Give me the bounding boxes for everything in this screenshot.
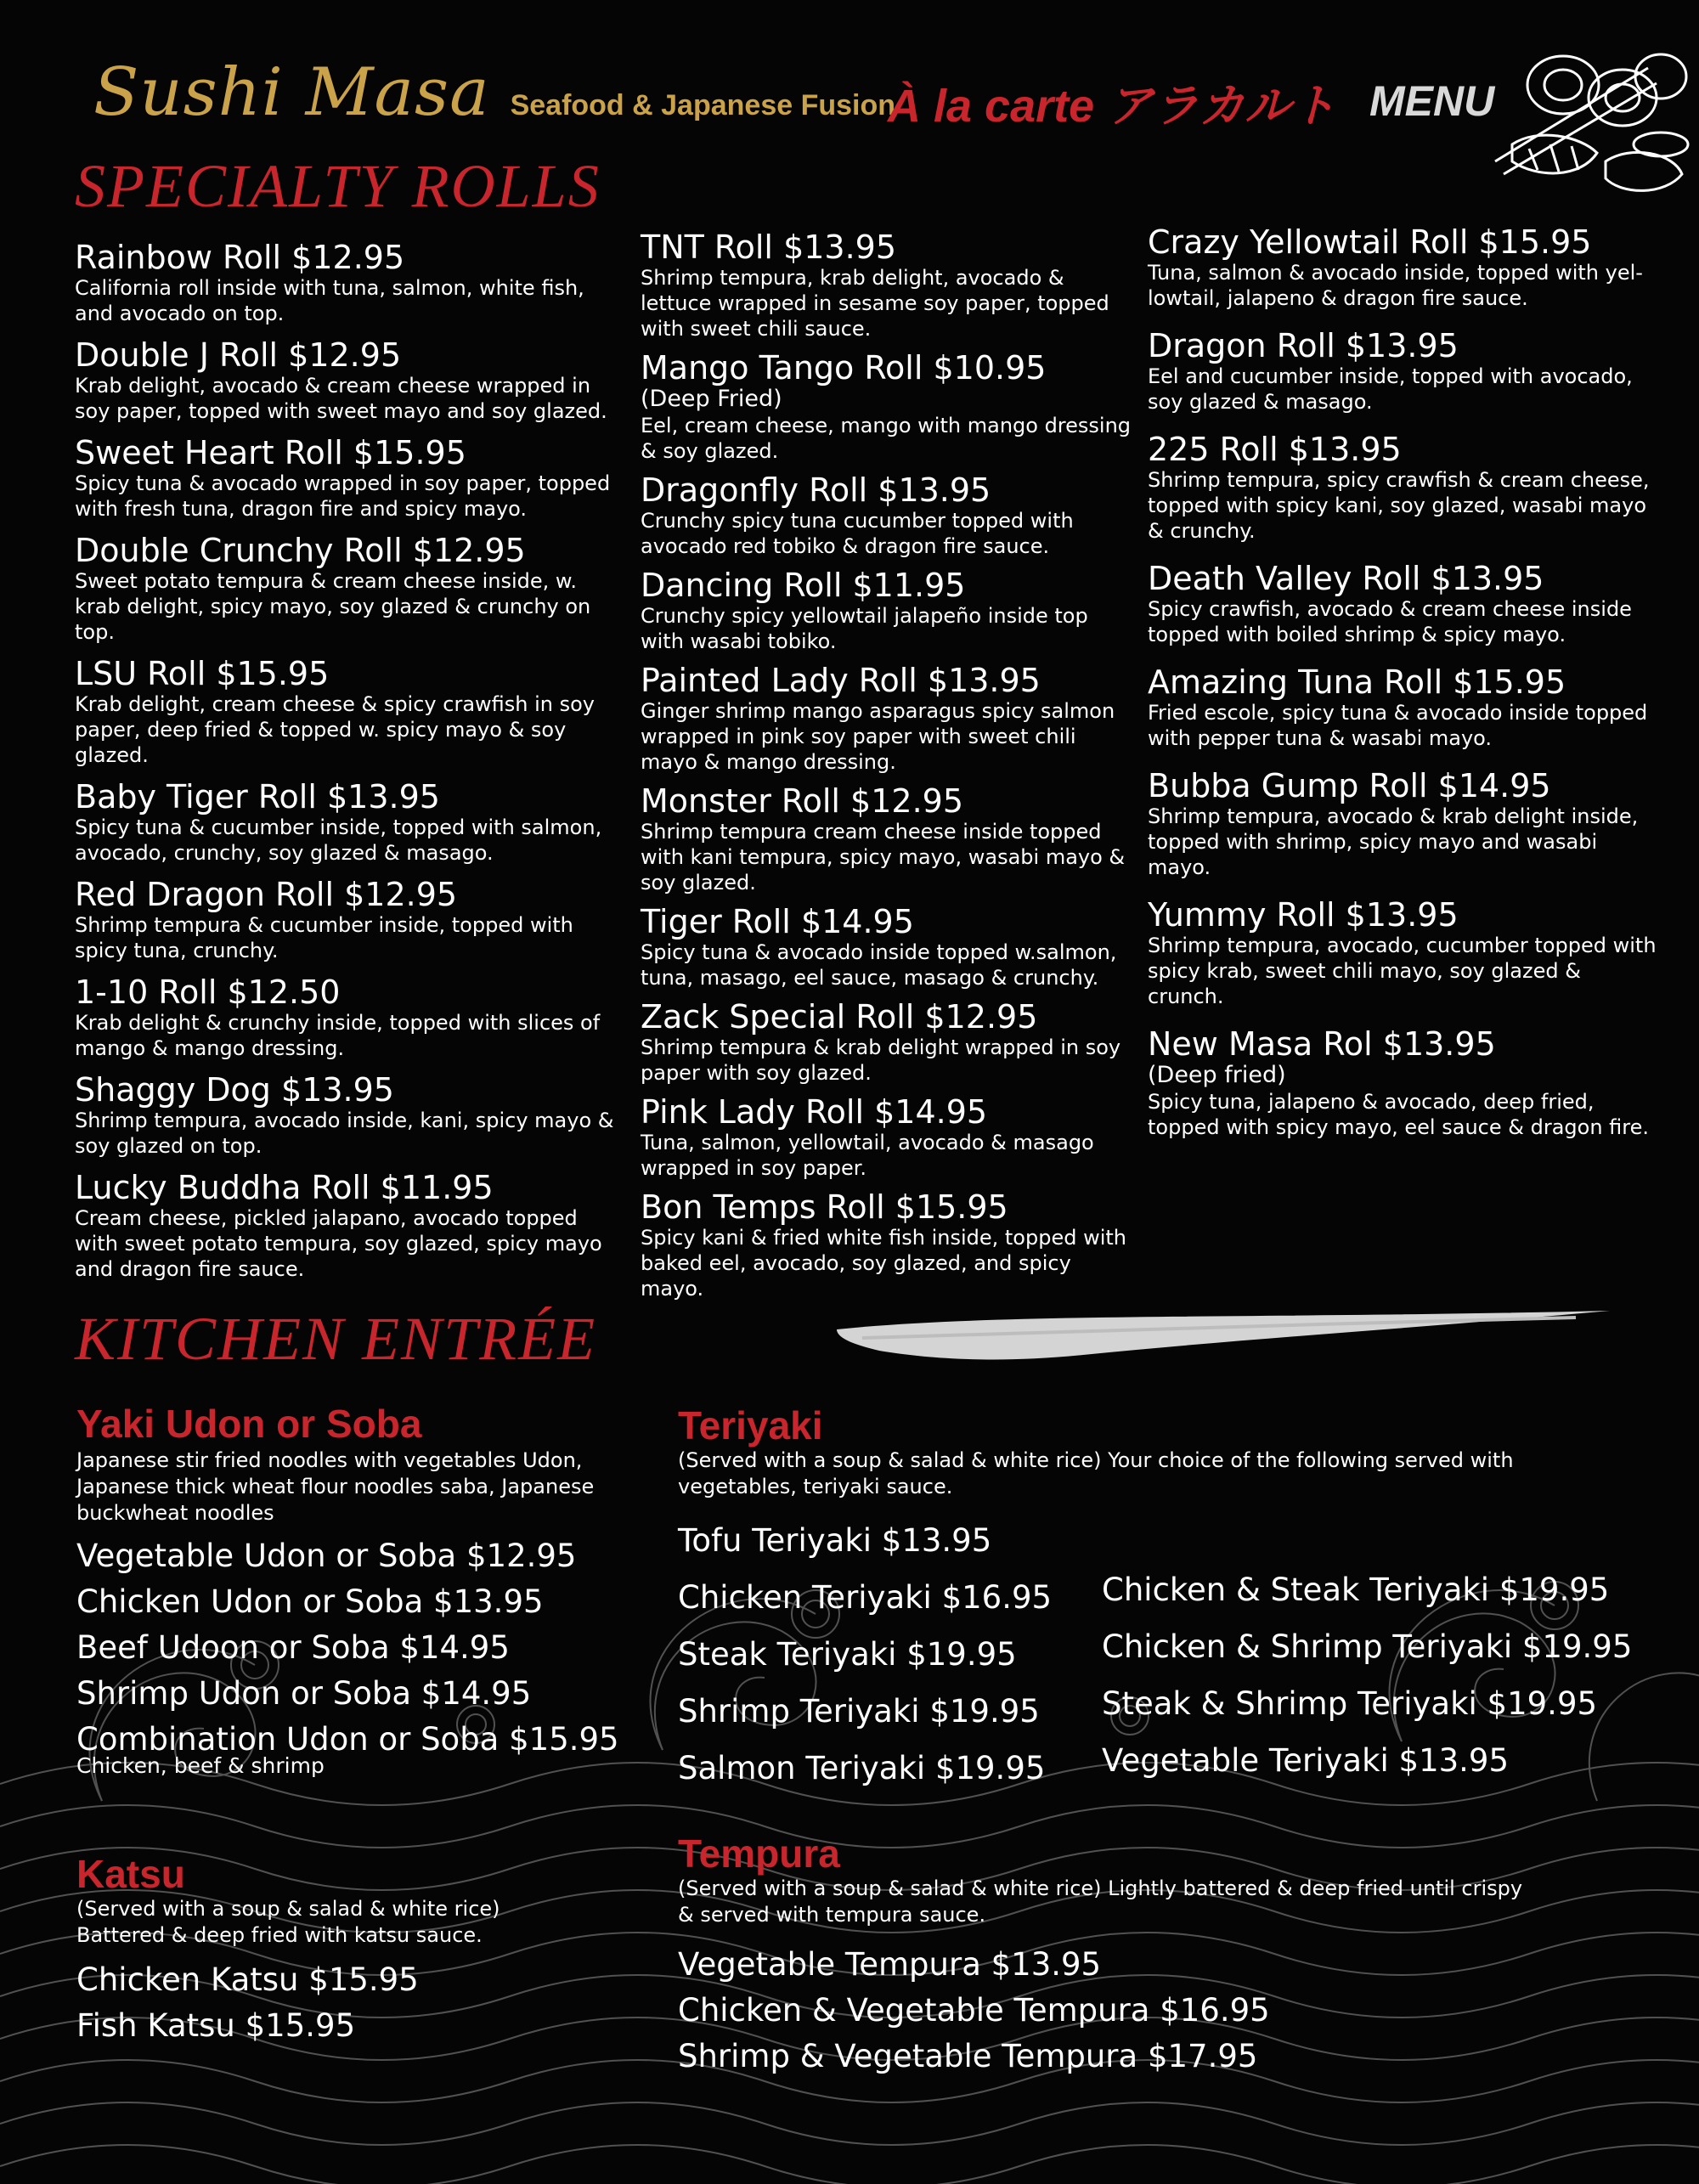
entree-item: Chicken & Vegetable Tempura $16.95: [678, 1992, 1270, 2029]
entree-item: Shrimp Udon or Soba $14.95: [76, 1675, 532, 1712]
roll-name: Amazing Tuna Roll $15.95: [1148, 663, 1566, 701]
roll-item: [1148, 328, 1657, 415]
tempura-section: [678, 1831, 1663, 2080]
roll-description: Eel, cream cheese, mango with mango dressing & soy glazed.: [641, 414, 1132, 463]
roll-description: Spicy crawfish, avocado & cream cheese inside topped with boiled shrimp & spicy mayo.: [1148, 597, 1632, 646]
roll-description: Shrimp tempura, avocado & krab delight inside, topped with shrimp, spicy mayo and wasabi mayo.: [1148, 804, 1639, 879]
roll-item: [1148, 432, 1657, 544]
roll-item: [75, 240, 627, 326]
entree-item: Vegetable Udon or Soba $12.95: [76, 1538, 577, 1574]
roll-item: [1148, 897, 1657, 1009]
roll-description: Shrimp tempura & cucumber inside, topped with spicy tuna, crunchy.: [75, 913, 573, 962]
katsu-heading: Katsu: [76, 1852, 185, 1896]
entree-item: Beef Udoon or Soba $14.95: [76, 1629, 510, 1666]
roll-name: Lucky Buddha Roll $11.95: [75, 1169, 494, 1206]
roll-name: 1-10 Roll $12.50: [75, 973, 341, 1011]
yaki-udon-heading: Yaki Udon or Soba: [76, 1402, 422, 1446]
yaki-udon-description: Japanese stir fried noodles with vegetables Udon, Japanese thick wheat flour noodles saba, Japanese buckwheat noodles: [76, 1448, 595, 1525]
rolls-column-1: [75, 240, 627, 1293]
entree-item: Steak Teriyaki $19.95: [678, 1636, 1017, 1673]
roll-item: [641, 999, 1137, 1086]
roll-item: [75, 656, 627, 768]
roll-name: Double Crunchy Roll $12.95: [75, 532, 526, 569]
roll-name: Dragonfly Roll $13.95: [641, 471, 991, 509]
katsu-description-2: Battered & deep fried with katsu sauce.: [76, 1923, 483, 1947]
teriyaki-section: [678, 1403, 1663, 1500]
entree-item: Vegetable Teriyaki $13.95: [1102, 1742, 1509, 1779]
roll-description: Crunchy spicy yellowtail jalapeño inside top with wasabi tobiko.: [641, 604, 1088, 653]
entree-item: Chicken & Steak Teriyaki $19.95: [1102, 1572, 1610, 1608]
roll-description: Shrimp tempura, avocado, cucumber topped with spicy krab, sweet chili mayo, soy glazed & crunch.: [1148, 934, 1657, 1008]
roll-description: Sweet potato tempura & cream cheese inside, w. krab delight, spicy mayo, soy glazed & crunchy on top.: [75, 569, 591, 644]
roll-item: [1148, 224, 1657, 311]
roll-item: [641, 783, 1137, 895]
roll-item: [641, 1094, 1137, 1181]
sushi-illustration: [1478, 34, 1699, 212]
roll-description: Spicy tuna & cucumber inside, topped with salmon, avocado, crunchy, soy glazed & masago.: [75, 815, 602, 865]
roll-item: [641, 567, 1137, 654]
roll-description: Spicy tuna, jalapeno & avocado, deep fried, topped with spicy mayo, eel sauce & dragon fire.: [1148, 1090, 1650, 1139]
entree-item: Fish Katsu $15.95: [76, 2007, 356, 2044]
roll-description: Shrimp tempura, krab delight, avocado & lettuce wrapped in sesame soy paper, topped with sweet chili sauce.: [641, 266, 1109, 341]
roll-description: Eel and cucumber inside, topped with avocado, soy glazed & masago.: [1148, 364, 1633, 414]
roll-name: Sweet Heart Roll $15.95: [75, 434, 466, 471]
roll-description: Shrimp tempura, spicy crawfish & cream cheese, topped with spicy kani, soy glazed, wasabi mayo & crunchy.: [1148, 468, 1650, 543]
rolls-column-3: [1148, 224, 1657, 1157]
teriyaki-list-right: [1102, 1561, 1662, 1789]
brush-stroke: [828, 1304, 1618, 1372]
roll-name: Baby Tiger Roll $13.95: [75, 778, 440, 815]
roll-note: (Deep fried): [1148, 1062, 1286, 1088]
teriyaki-description: (Served with a soup & salad & white rice) Your choice of the following served with vegetables, teriyaki sauce.: [678, 1448, 1514, 1498]
rolls-column-2: [641, 229, 1137, 1310]
roll-description: Ginger shrimp mango asparagus spicy salmon wrapped in pink soy paper with sweet chili mayo & mango dressing.: [641, 699, 1115, 774]
roll-note: (Deep Fried): [641, 386, 782, 412]
roll-description: Shrimp tempura, avocado inside, kani, spicy mayo & soy glazed on top.: [75, 1109, 614, 1158]
roll-description: Tuna, salmon, yellowtail, avocado & masago wrapped in soy paper.: [641, 1131, 1094, 1180]
entree-item: Tofu Teriyaki $13.95: [678, 1522, 992, 1559]
roll-description: Spicy tuna & avocado wrapped in soy paper, topped with fresh tuna, dragon fire and spicy mayo.: [75, 471, 611, 521]
specialty-rolls-title: SPECIALTY ROLLS: [75, 152, 601, 220]
roll-name: Death Valley Roll $13.95: [1148, 560, 1544, 597]
entree-item: Salmon Teriyaki $19.95: [678, 1750, 1046, 1786]
roll-name: Dragon Roll $13.95: [1148, 327, 1459, 364]
kitchen-entree-title: KITCHEN ENTRÉE: [75, 1305, 597, 1373]
roll-name: Tiger Roll $14.95: [641, 903, 914, 940]
roll-name: Crazy Yellowtail Roll $15.95: [1148, 223, 1592, 261]
roll-description: Spicy kani & fried white fish inside, topped with baked eel, avocado, soy glazed, and spicy mayo.: [641, 1226, 1127, 1301]
roll-description: Krab delight, cream cheese & spicy crawfish in soy paper, deep fried & topped w. spicy mayo & soy glazed.: [75, 692, 595, 767]
roll-name: Red Dragon Roll $12.95: [75, 876, 458, 913]
roll-name: Shaggy Dog $13.95: [75, 1071, 394, 1109]
roll-item: [641, 1189, 1137, 1301]
roll-item: [641, 472, 1137, 559]
roll-description: Spicy tuna & avocado inside topped w.salmon, tuna, masago, eel sauce, masago & crunchy.: [641, 940, 1117, 990]
roll-name: Yummy Roll $13.95: [1148, 896, 1459, 934]
tempura-description-2: & served with tempura sauce.: [678, 1903, 986, 1927]
roll-name: Bubba Gump Roll $14.95: [1148, 767, 1551, 804]
roll-description: Fried escole, spicy tuna & avocado inside topped with pepper tuna & wasabi mayo.: [1148, 701, 1648, 750]
roll-item: [75, 337, 627, 424]
roll-item: [641, 904, 1137, 990]
roll-name: Dancing Roll $11.95: [641, 567, 966, 604]
entree-item: Steak & Shrimp Teriyaki $19.95: [1102, 1685, 1598, 1722]
roll-item: [641, 663, 1137, 775]
roll-name: LSU Roll $15.95: [75, 655, 330, 692]
roll-description: Crunchy spicy tuna cucumber topped with avocado red tobiko & dragon fire sauce.: [641, 509, 1074, 558]
entree-item: Chicken Udon or Soba $13.95: [76, 1583, 544, 1620]
roll-name: Painted Lady Roll $13.95: [641, 662, 1041, 699]
entree-item: Chicken Katsu $15.95: [76, 1961, 419, 1998]
roll-item: [75, 779, 627, 866]
teriyaki-heading: Teriyaki: [678, 1403, 823, 1448]
entree-item: Shrimp & Vegetable Tempura $17.95: [678, 2038, 1258, 2074]
menu-label: MENU: [1369, 77, 1495, 125]
roll-description: Shrimp tempura & krab delight wrapped in soy paper with soy glazed.: [641, 1036, 1121, 1085]
tempura-heading: Tempura: [678, 1831, 840, 1876]
roll-name: TNT Roll $13.95: [641, 229, 897, 266]
roll-description: Cream cheese, pickled jalapano, avocado topped with sweet potato tempura, soy glazed, spicy mayo and dragon fire sauce.: [75, 1206, 602, 1281]
combination-note: Chicken, beef & shrimp: [76, 1753, 325, 1778]
roll-name: Monster Roll $12.95: [641, 782, 963, 820]
roll-item: [1148, 768, 1657, 880]
yaki-udon-section: [76, 1402, 663, 1778]
roll-name: Rainbow Roll $12.95: [75, 239, 405, 276]
roll-description: Krab delight & crunchy inside, topped with slices of mango & mango dressing.: [75, 1011, 601, 1060]
roll-item: [641, 350, 1137, 464]
teriyaki-list-left: [678, 1512, 1103, 1797]
roll-name: Mango Tango Roll $10.95: [641, 349, 1047, 387]
entree-item: Combination Udon or Soba $15.95: [76, 1721, 619, 1758]
roll-item: [641, 229, 1137, 341]
roll-item: [75, 533, 627, 645]
roll-item: [1148, 561, 1657, 647]
alacarte-label: À la carte アラカルト: [888, 81, 1337, 132]
katsu-section: [76, 1852, 663, 2049]
roll-description: Shrimp tempura cream cheese inside topped with kani tempura, spicy mayo, wasabi mayo & soy glazed.: [641, 820, 1126, 894]
roll-name: Double J Roll $12.95: [75, 336, 402, 374]
roll-item: [75, 974, 627, 1061]
roll-name: Bon Temps Roll $15.95: [641, 1188, 1008, 1226]
brand-header: [93, 54, 895, 131]
roll-description: Tuna, salmon & avocado inside, topped with yel-lowtail, jalapeno & dragon fire sauce.: [1148, 261, 1643, 310]
katsu-description-1: (Served with a soup & salad & white rice): [76, 1897, 500, 1921]
roll-item: [75, 877, 627, 963]
roll-description: Krab delight, avocado & cream cheese wrapped in soy paper, topped with sweet mayo and soy glazed.: [75, 374, 607, 423]
entree-item: Shrimp Teriyaki $19.95: [678, 1693, 1040, 1730]
roll-name: 225 Roll $13.95: [1148, 431, 1402, 468]
entree-item: Vegetable Tempura $13.95: [678, 1946, 1102, 1983]
entree-item: Chicken & Shrimp Teriyaki $19.95: [1102, 1628, 1633, 1665]
roll-description: California roll inside with tuna, salmon, white fish, and avocado on top.: [75, 276, 584, 325]
roll-item: [75, 1072, 627, 1159]
roll-name: New Masa Rol $13.95: [1148, 1025, 1496, 1063]
roll-name: Pink Lady Roll $14.95: [641, 1093, 988, 1131]
roll-item: [75, 435, 627, 522]
roll-item: [75, 1170, 627, 1282]
brand-tagline: Seafood & Japanese Fusion: [510, 89, 896, 121]
entree-item: Chicken Teriyaki $16.95: [678, 1579, 1053, 1616]
brand-logo: Sushi Masa: [93, 54, 490, 131]
roll-name: Zack Special Roll $12.95: [641, 998, 1038, 1036]
roll-item: [1148, 1026, 1657, 1140]
tempura-description-1: (Served with a soup & salad & white rice) Lightly battered & deep fried until crispy: [678, 1876, 1523, 1900]
roll-item: [1148, 664, 1657, 751]
